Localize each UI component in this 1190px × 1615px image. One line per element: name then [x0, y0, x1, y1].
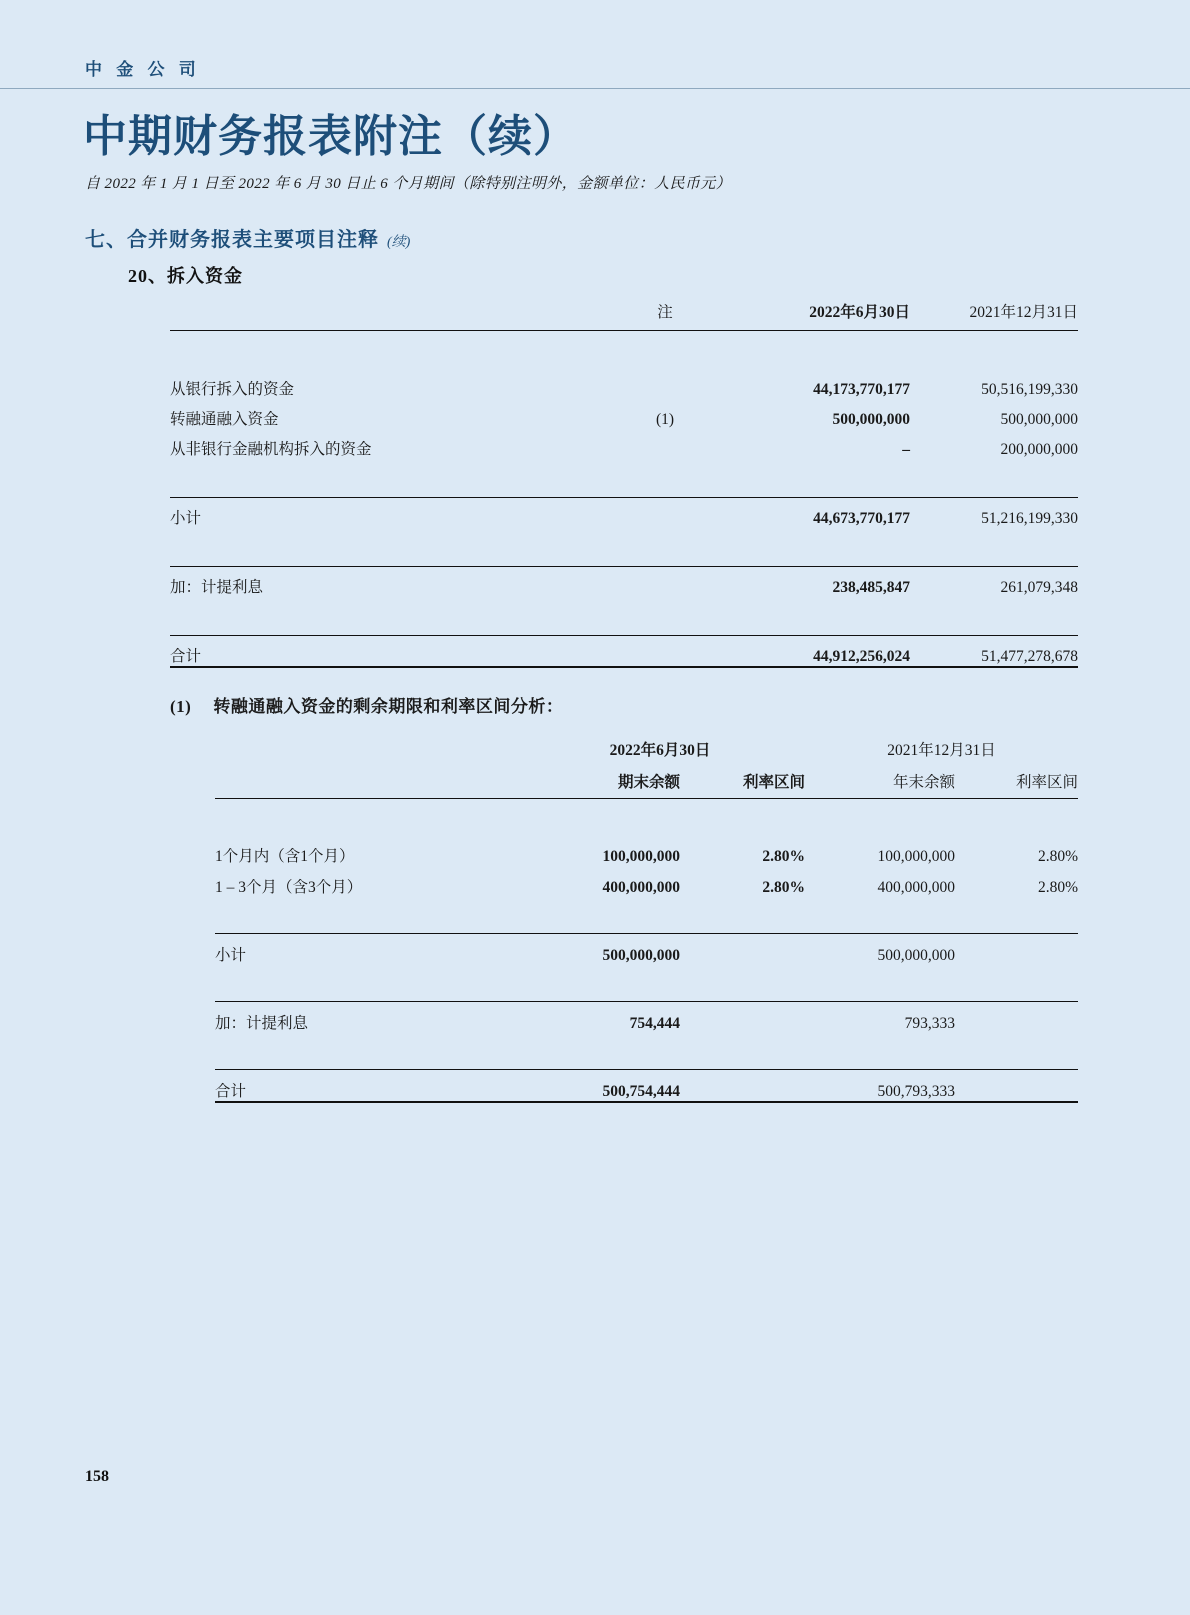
col-header-note: 注	[610, 300, 720, 331]
table-group-header-row	[215, 738, 1078, 770]
company-brand: 中 金 公 司	[85, 60, 201, 79]
interest-current-balance: 754,444	[515, 1002, 680, 1034]
group-header-current: 2022年6月30日	[609, 742, 711, 759]
col-header-current: 2022年6月30日	[720, 300, 910, 331]
subtotal-current-balance: 500,000,000	[515, 934, 680, 966]
subtotal-previous-value: 51,216,199,330	[910, 498, 1078, 529]
header-divider	[0, 88, 1190, 89]
row-label: 转融通融入资金	[170, 411, 279, 428]
row-previous-rate: 2.80%	[1037, 879, 1078, 896]
row-previous-value: 200,000,000	[1000, 441, 1078, 458]
table-spacer-row	[170, 331, 1078, 370]
row-current-rate: 2.80%	[762, 879, 805, 896]
row-current-value: 44,173,770,177	[813, 381, 910, 398]
col-header-previous-balance: 年末余额	[805, 770, 955, 799]
subtotal-row	[215, 934, 1078, 966]
total-previous-value: 51,477,278,678	[910, 636, 1078, 668]
table-spacer-row	[170, 597, 1078, 636]
table-spacer-row	[170, 528, 1078, 567]
total-current-balance: 500,754,444	[515, 1070, 680, 1103]
row-note: (1)	[655, 411, 675, 428]
page-title: 中期财务报表附注（续）	[83, 112, 578, 161]
page-number: 158	[85, 1468, 109, 1485]
total-current-rate	[680, 1070, 805, 1103]
note-heading: 20、拆入资金	[128, 266, 243, 286]
section-heading-label: 七、合并财务报表主要项目注释	[85, 229, 379, 251]
row-current-balance: 100,000,000	[602, 848, 680, 865]
row-label: 1 – 3个月（含3个月）	[215, 879, 363, 896]
total-current-value: 44,912,256,024	[720, 636, 910, 668]
table-row	[170, 399, 1078, 429]
row-note	[610, 369, 720, 399]
subnote-heading	[170, 692, 563, 717]
subnote-title: 转融通融入资金的剩余期限和利率区间分析：	[213, 697, 564, 716]
col-header-current-balance: 期末余额	[515, 770, 680, 799]
interest-row	[215, 1002, 1078, 1034]
col-header-previous-rate: 利率区间	[955, 770, 1078, 799]
col-header-previous: 2021年12月31日	[910, 300, 1078, 331]
interest-previous-rate	[955, 1002, 1078, 1034]
subtotal-current-value: 44,673,770,177	[720, 498, 910, 529]
total-row	[170, 636, 1078, 668]
subtotal-current-rate	[680, 934, 805, 966]
subtotal-previous-balance: 500,000,000	[805, 934, 955, 966]
row-current-rate: 2.80%	[762, 848, 805, 865]
section-heading-continued: (续)	[387, 235, 411, 250]
interest-note	[610, 567, 720, 598]
subtotal-label: 小计	[215, 934, 515, 966]
table-header-row	[215, 770, 1078, 799]
total-label: 合计	[215, 1070, 515, 1103]
row-note	[610, 429, 720, 459]
total-previous-rate	[955, 1070, 1078, 1103]
table-spacer-row	[215, 799, 1078, 836]
table-spacer-row	[215, 1033, 1078, 1070]
borrowings-table	[170, 300, 1078, 668]
table-row	[170, 369, 1078, 399]
table-spacer-row	[215, 897, 1078, 934]
interest-current-value: 238,485,847	[720, 567, 910, 598]
interest-label: 加：计提利息	[170, 567, 610, 598]
row-current-value: 500,000,000	[832, 411, 910, 428]
row-previous-balance: 100,000,000	[877, 848, 955, 865]
subtotal-note	[610, 498, 720, 529]
row-label: 1个月内（含1个月）	[215, 848, 355, 865]
total-row	[215, 1070, 1078, 1103]
table-spacer-row	[215, 965, 1078, 1002]
interest-previous-balance: 793,333	[805, 1002, 955, 1034]
interest-current-rate	[680, 1002, 805, 1034]
row-label: 从非银行金融机构拆入的资金	[170, 441, 372, 458]
section-heading	[85, 223, 410, 252]
row-previous-value: 500,000,000	[1000, 411, 1078, 428]
table-spacer-row	[170, 459, 1078, 498]
row-previous-rate: 2.80%	[1037, 848, 1078, 865]
page-subtitle: 自 2022 年 1 月 1 日至 2022 年 6 月 30 日止 6 个月期间（除特别注明外，金额单位：人民币元）	[85, 176, 732, 192]
subtotal-row	[170, 498, 1078, 529]
interest-row	[170, 567, 1078, 598]
subnote-mark: (1)	[170, 697, 192, 716]
row-previous-balance: 400,000,000	[877, 879, 955, 896]
col-header-label	[170, 300, 610, 331]
table-row	[170, 429, 1078, 459]
group-header-previous: 2021年12月31日	[887, 742, 996, 759]
table-row	[215, 835, 1078, 866]
row-previous-value: 50,516,199,330	[981, 381, 1078, 398]
maturity-rate-table	[215, 738, 1078, 1103]
col-header-current-rate: 利率区间	[680, 770, 805, 799]
table-header-row	[170, 300, 1078, 331]
row-current-value: –	[902, 441, 910, 458]
subtotal-label: 小计	[170, 498, 610, 529]
interest-previous-value: 261,079,348	[910, 567, 1078, 598]
row-label: 从银行拆入的资金	[170, 381, 295, 398]
total-note	[610, 636, 720, 668]
interest-label: 加：计提利息	[215, 1002, 515, 1034]
col-header-label	[215, 770, 515, 799]
table-row	[215, 866, 1078, 897]
row-current-balance: 400,000,000	[602, 879, 680, 896]
total-previous-balance: 500,793,333	[805, 1070, 955, 1103]
subtotal-previous-rate	[955, 934, 1078, 966]
total-label: 合计	[170, 636, 610, 668]
